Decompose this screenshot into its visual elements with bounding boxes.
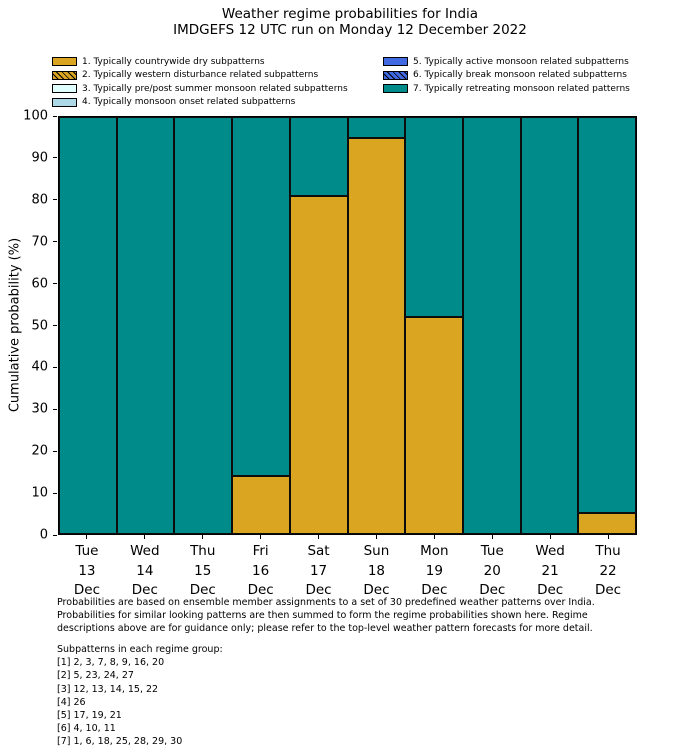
x-tick-label-line: Dec (247, 582, 274, 598)
bar-segment (578, 117, 636, 513)
footnote-line: Probabilities for similar looking patterns are then summed to form the regime probabilities shown here. Regime (57, 610, 588, 621)
y-tick-label: 50 (31, 318, 48, 333)
x-tick-label (305, 542, 331, 601)
bar-segment (174, 117, 232, 534)
y-axis-label: Cumulative probability (%) (7, 237, 23, 413)
x-tick-label-line: 15 (194, 562, 212, 579)
y-tick-label: 70 (31, 234, 48, 250)
legend-item (383, 82, 630, 96)
bar-sat-17-dec (290, 117, 348, 534)
x-tick-label-line: Dec (363, 582, 390, 598)
chart-title: Weather regime probabilities for India (221, 6, 479, 22)
x-tick-label (479, 542, 505, 601)
y-tick-label: 0 (39, 527, 48, 543)
subpatterns-list (57, 643, 223, 749)
chart-subtitle: IMDGEFS 12 UTC run on Monday 12 December 2022 (173, 22, 527, 38)
x-tick-label (595, 542, 621, 601)
bar-tue-13-dec (59, 117, 117, 534)
x-tick-label-line: 18 (367, 562, 386, 579)
footnote-line: descriptions above are for guidance only; please refer to the top-level weather pattern forecasts for more detail. (57, 623, 593, 634)
bar-thu-22-dec (578, 117, 636, 534)
bar-segment (348, 117, 406, 138)
subpatterns-line: [3] 12, 13, 14, 15, 22 (57, 683, 159, 695)
legend-item-label: 4. Typically monsoon onset related subpatterns (82, 97, 296, 108)
chart-title-block (0, 6, 700, 38)
legend-item-label: 1. Typically countrywide dry subpatterns (82, 56, 265, 67)
legend-item-label: 7. Typically retreating monsoon related patterns (413, 83, 630, 94)
subpatterns-line: [5] 17, 19, 21 (57, 710, 122, 722)
x-tick-mark (434, 535, 435, 539)
x-tick-label-line: Tue (75, 543, 99, 559)
legend-swatch-icon (52, 84, 77, 93)
y-tick-mark (53, 535, 57, 536)
x-tick-label (420, 542, 448, 601)
legend-swatch-icon (52, 98, 77, 107)
legend-item-label: 2. Typically western disturbance related subpatterns (82, 70, 319, 81)
x-tick-label-line: Dec (189, 582, 216, 598)
legend-item (52, 69, 348, 83)
x-tick-label-line: Dec (594, 582, 622, 598)
bar-thu-15-dec (174, 117, 232, 534)
x-tick-label-line: Tue (480, 543, 504, 559)
legend-swatch-icon (52, 71, 77, 80)
legend-column (383, 55, 630, 96)
x-tick-mark (260, 535, 261, 539)
footnote-line: Probabilities are based on ensemble member assignments to a set of 30 predefined weather patterns over India. (57, 597, 595, 608)
subpatterns-line: [7] 1, 6, 18, 25, 28, 29, 30 (57, 736, 183, 748)
y-tick-label: 40 (31, 359, 48, 375)
y-tick-label: 30 (31, 401, 48, 417)
x-tick-label-line: Mon (420, 543, 449, 559)
bar-sun-18-dec (348, 117, 406, 534)
legend-item (52, 55, 348, 69)
legend-item-label: 5. Typically active monsoon related subpatterns (413, 56, 629, 67)
y-tick-label: 20 (31, 443, 48, 459)
x-tick-label-line: Dec (73, 582, 100, 598)
subpatterns-line: [1] 2, 3, 7, 8, 9, 16, 20 (57, 657, 165, 669)
x-tick-label (74, 542, 100, 601)
legend-column (52, 55, 348, 109)
legend-item (52, 96, 348, 110)
x-tick-label-line: Thu (595, 543, 621, 559)
x-tick-label (248, 542, 274, 601)
y-tick-label: 80 (31, 192, 48, 208)
legend-swatch-icon (52, 57, 77, 66)
y-tick-label: 10 (31, 485, 48, 501)
legend (0, 55, 700, 113)
x-tick-label-line: Sun (363, 543, 390, 559)
bar-segment (405, 317, 463, 534)
y-tick-mark (53, 241, 57, 242)
bar-segment (232, 476, 290, 534)
x-tick-label-line: 14 (136, 562, 154, 579)
legend-item-label: 3. Typically pre/post summer monsoon related subpatterns (82, 83, 348, 94)
x-tick-mark (550, 535, 551, 539)
subpatterns-line: [6] 4, 10, 11 (57, 723, 116, 735)
plot-area (58, 116, 637, 535)
bar-segment (290, 117, 348, 196)
bar-segment (59, 117, 117, 534)
legend-item (52, 82, 348, 96)
x-tick-label-line: Dec (537, 582, 564, 598)
x-tick-label-line: Dec (305, 582, 332, 598)
bar-wed-21-dec (521, 117, 579, 534)
x-tick-label-line: 17 (309, 562, 328, 579)
y-tick-label: 100 (23, 108, 48, 124)
bar-segment (405, 117, 463, 317)
x-tick-mark (492, 535, 493, 539)
x-tick-label-line: Dec (131, 582, 158, 598)
x-tick-label (535, 542, 564, 601)
bar-segment (348, 138, 406, 534)
bar-segment (232, 117, 290, 476)
x-tick-label-line: Sat (307, 543, 330, 559)
bar-segment (117, 117, 175, 534)
y-tick-mark (53, 325, 57, 326)
bar-segment (521, 117, 579, 534)
x-tick-label (190, 542, 216, 601)
legend-item (383, 55, 630, 69)
x-tick-mark (376, 535, 377, 539)
footnote (57, 596, 595, 635)
bar-segment (290, 196, 348, 534)
y-tick-mark (53, 367, 57, 368)
x-tick-label-line: 19 (425, 562, 443, 579)
y-tick-label: 90 (31, 150, 48, 166)
subpatterns-line: [2] 5, 23, 24, 27 (57, 670, 134, 682)
x-tick-mark (318, 535, 319, 539)
y-tick-mark (53, 199, 57, 200)
legend-item (383, 69, 630, 83)
subpatterns-line: [4] 26 (57, 696, 86, 708)
y-tick-mark (53, 157, 57, 158)
legend-item-label: 6. Typically break monsoon related subpatterns (413, 70, 627, 81)
x-tick-label-line: 21 (541, 562, 559, 579)
x-tick-label (130, 542, 159, 601)
x-tick-label-line: Wed (535, 543, 565, 559)
x-tick-label-line: 20 (483, 562, 501, 579)
legend-swatch-icon (383, 57, 408, 66)
x-tick-label-line: Dec (479, 582, 506, 598)
y-tick-mark (53, 116, 57, 117)
bar-fri-16-dec (232, 117, 290, 534)
bar-tue-20-dec (463, 117, 521, 534)
legend-swatch-icon (383, 71, 408, 80)
x-tick-mark (144, 535, 145, 539)
y-tick-mark (53, 409, 57, 410)
x-tick-mark (86, 535, 87, 539)
bar-mon-19-dec (405, 117, 463, 534)
x-tick-mark (608, 535, 609, 539)
legend-swatch-icon (383, 84, 408, 93)
bar-wed-14-dec (117, 117, 175, 534)
subpatterns-heading: Subpatterns in each regime group: (57, 644, 223, 655)
y-tick-label: 60 (31, 276, 48, 292)
x-tick-label-line: 16 (252, 562, 270, 579)
y-tick-mark (53, 493, 57, 494)
x-tick-label-line: 22 (599, 562, 617, 579)
bar-segment (463, 117, 521, 534)
x-tick-label-line: Thu (190, 543, 216, 559)
x-tick-label-line: 13 (78, 562, 96, 579)
x-tick-label (363, 542, 389, 601)
y-tick-mark (53, 451, 57, 452)
x-tick-label-line: Fri (252, 543, 269, 559)
bar-segment (578, 513, 636, 534)
x-tick-label-line: Dec (421, 582, 448, 598)
x-tick-label-line: Wed (130, 543, 160, 559)
x-tick-mark (202, 535, 203, 539)
y-tick-mark (53, 283, 57, 284)
